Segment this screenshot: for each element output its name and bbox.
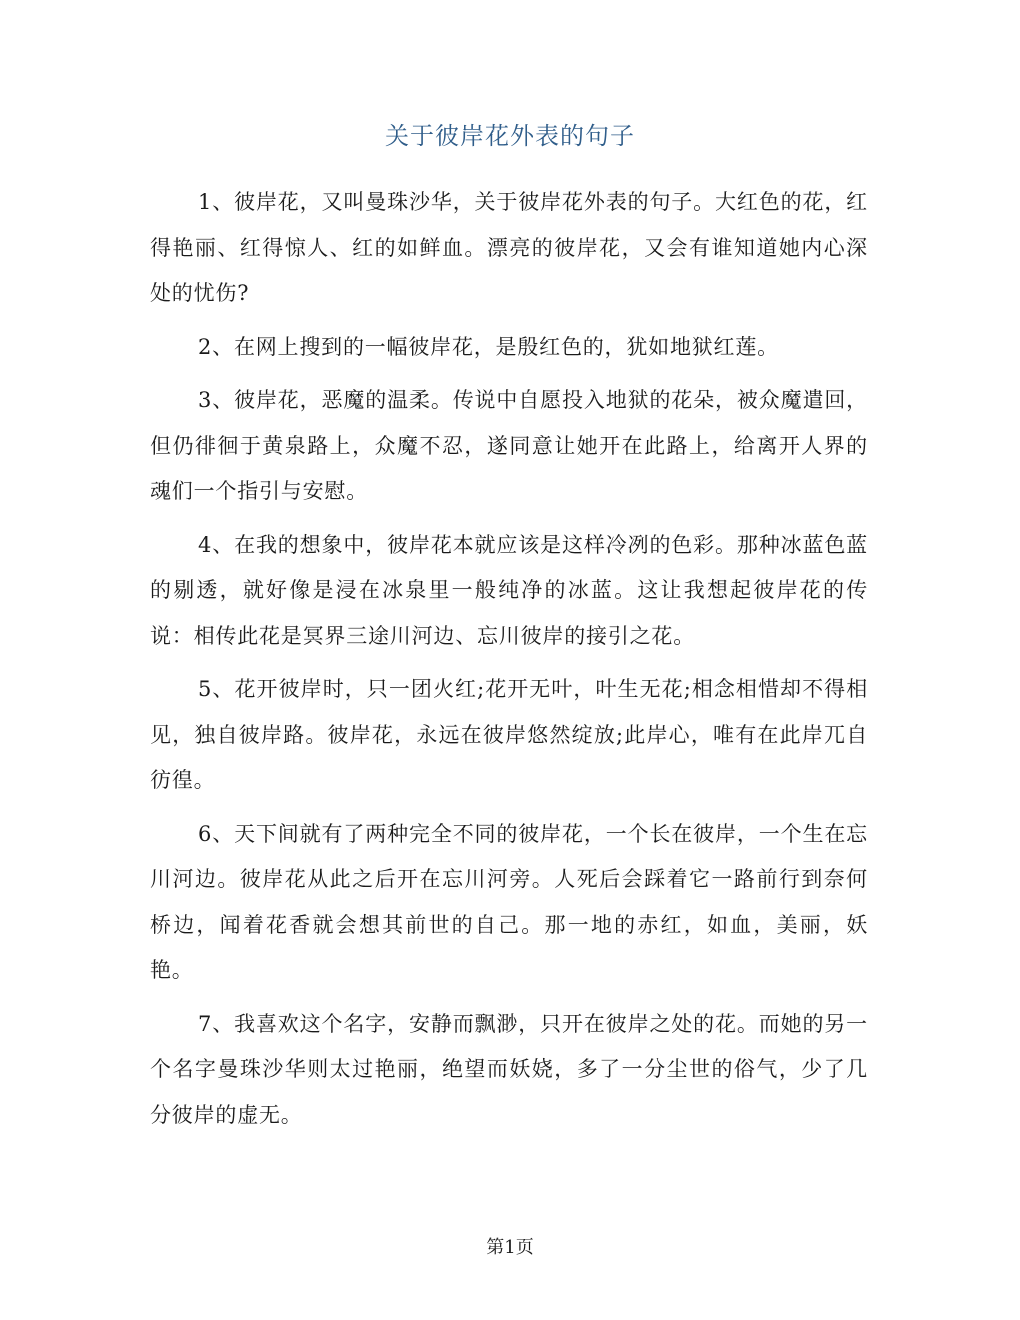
document-body (150, 180, 868, 1146)
paragraph-4: 4、在我的想象中，彼岸花本就应该是这样冷冽的色彩。那种冰蓝色蓝的剔透，就好像是浸在冰泉里一般纯净的冰蓝。这让我想起彼岸花的传说：相传此花是冥界三途川河边、忘川彼岸的接引之花。 (150, 532, 868, 648)
paragraph-2: 2、在网上搜到的一幅彼岸花，是殷红色的，犹如地狱红莲。 (198, 334, 779, 359)
paragraph-7: 7、我喜欢这个名字，安静而飘渺，只开在彼岸之处的花。而她的另一个名字曼珠沙华则太过艳丽，绝望而妖娆，多了一分尘世的俗气，少了几分彼岸的虚无。 (150, 1011, 868, 1127)
paragraph-5: 5、花开彼岸时，只一团火红;花开无叶，叶生无花;相念相惜却不得相见，独自彼岸路。彼岸花，永远在彼岸悠然绽放;此岸心，唯有在此岸兀自彷徨。 (150, 677, 868, 792)
paragraph-1: 1、彼岸花，又叫曼珠沙华，关于彼岸花外表的句子。大红色的花，红得艳丽、红得惊人、红的如鲜血。漂亮的彼岸花，又会有谁知道她内心深处的忧伤? (150, 190, 868, 305)
paragraph-3: 3、彼岸花，恶魔的温柔。传说中自愿投入地狱的花朵，被众魔遣回，但仍徘徊于黄泉路上，众魔不忍，遂同意让她开在此路上，给离开人界的魂们一个指引与安慰。 (150, 388, 868, 503)
document-title: 关于彼岸花外表的句子 (385, 122, 635, 150)
page-number: 第1页 (486, 1237, 534, 1258)
paragraph-6: 6、天下间就有了两种完全不同的彼岸花，一个长在彼岸，一个生在忘川河边。彼岸花从此之后开在忘川河旁。人死后会踩着它一路前行到奈何桥边，闻着花香就会想其前世的自己。那一地的赤红，如血，美丽，妖艳。 (150, 821, 868, 982)
